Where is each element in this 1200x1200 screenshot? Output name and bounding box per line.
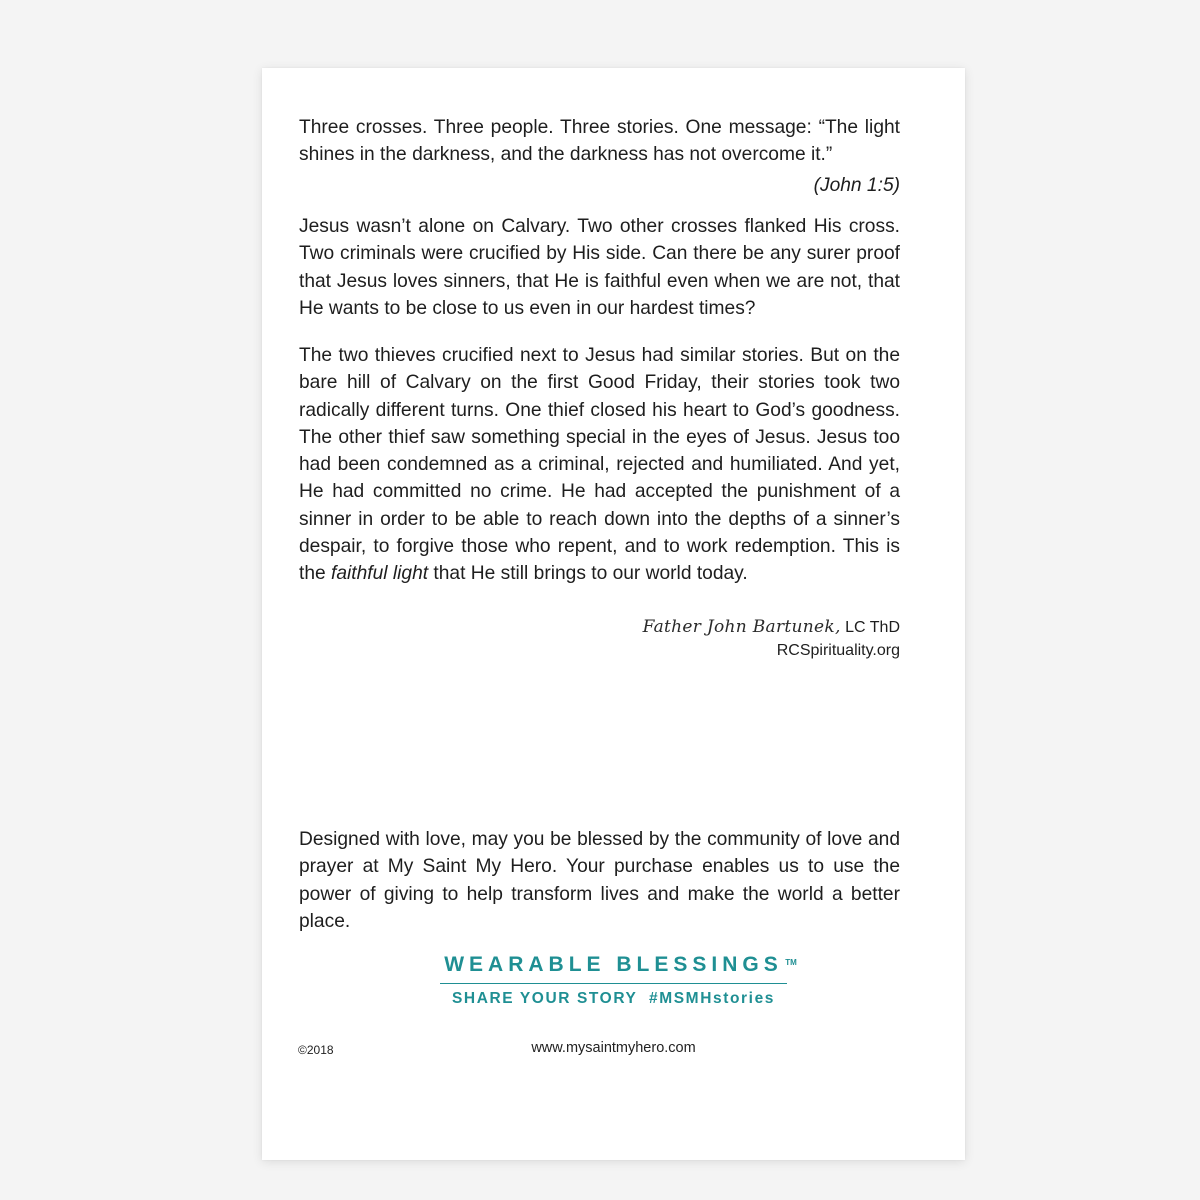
paragraph-calvary: Jesus wasn’t alone on Calvary. Two other crosses flanked His cross. Two criminals were crucified by His side. Can there be any surer proof that Jesus loves sinners, that He is faithful even when we are not, that He wants to be close to us even in our hardest times?: [299, 216, 900, 319]
brand-block: [262, 953, 965, 1009]
paragraph-thieves-part1: The two thieves crucified next to Jesus had similar stories. But on the bare hill of Calvary on the first Good Friday, their stories took two radically different turns. One thief closed his heart to God’s goodness. The other thief saw something special in the eyes of Jesus. Jesus too had been condemned as a criminal, rejected and humiliated. And yet, He had committed no crime. He had accepted the punishment of a sinner in order to be able to reach down into the depths of a sinner’s despair, to forgive those who repent, and to work redemption. This is the: [299, 345, 900, 585]
paragraph-thieves-emphasis: faithful light: [331, 563, 429, 585]
brand-title-text: WEARABLE BLESSINGS: [444, 953, 783, 976]
author-credentials: LC ThD: [845, 619, 900, 636]
paragraph-thieves: [299, 342, 900, 588]
closing-text: Designed with love, may you be blessed by the community of love and prayer at My Saint My Hero. Your purchase enables us to use the power of giving to help transform lives and make the world a better place.: [299, 829, 900, 932]
author-website: RCSpirituality.org: [776, 642, 900, 659]
signature-script: Father John Bartunek,: [642, 617, 841, 637]
footer-url: www.mysaintmyhero.com: [531, 1040, 696, 1056]
brand-title: [440, 953, 797, 984]
author-signature: [299, 616, 900, 662]
scripture-citation: (John 1:5): [813, 175, 900, 196]
intro-text: Three crosses. Three people. Three stories. One message: “The light shines in the darkness, and the darkness has not overcome it.”: [299, 117, 900, 166]
trademark-mark: TM: [785, 958, 797, 967]
signature-line: [299, 616, 900, 639]
prayer-card: [262, 68, 965, 1160]
brand-tagline: SHARE YOUR STORY #MSMHstories: [451, 990, 776, 1007]
copyright-text: ©2018: [298, 1043, 334, 1057]
paragraph-thieves-part2: that He still brings to our world today.: [428, 563, 748, 585]
